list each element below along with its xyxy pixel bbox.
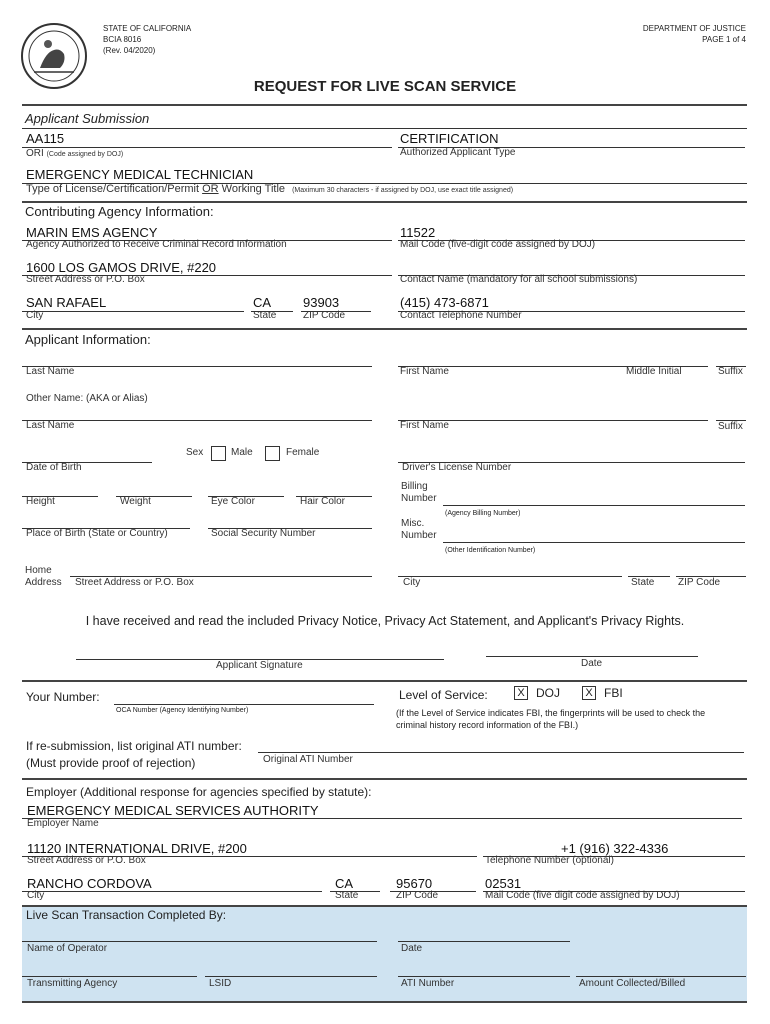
aka-first-name-label: First Name — [400, 420, 449, 431]
home-street-label: Street Address or P.O. Box — [75, 577, 194, 588]
aka-suffix-label: Suffix — [718, 421, 743, 432]
middle-initial-label: Middle Initial — [626, 366, 682, 377]
amount-label: Amount Collected/Billed — [579, 978, 686, 989]
contact-name-label: Contact Name (mandatory for all school submissions) — [400, 274, 638, 285]
employer-name-field[interactable]: EMERGENCY MEDICAL SERVICES AUTHORITY — [27, 803, 319, 818]
hair-color-label: Hair Color — [300, 496, 346, 507]
operator-name-field[interactable] — [22, 941, 377, 942]
mail-code-label: Mail Code (five-digit code assigned by DOJ) — [400, 239, 596, 250]
misc-note: (Other Identification Number) — [445, 547, 536, 554]
lsid-label: LSID — [209, 978, 232, 989]
billing-number-field[interactable] — [443, 505, 745, 506]
transmitting-agency-label: Transmitting Agency — [27, 978, 118, 989]
employer-street-label: Street Address or P.O. Box — [27, 855, 146, 866]
working-title-field[interactable]: EMERGENCY MEDICAL TECHNICIAN — [26, 167, 254, 182]
working-title-note: (Maximum 30 characters - if assigned by DOJ, use exact title assigned) — [292, 187, 514, 194]
doj-label: DOJ — [536, 686, 560, 700]
height-label: Height — [26, 496, 55, 507]
live-scan-date-label: Date — [401, 943, 423, 954]
eye-color-label: Eye Color — [211, 496, 255, 507]
agency-label: Agency Authorized to Receive Criminal Record Information — [26, 239, 287, 250]
fbi-label: FBI — [604, 686, 623, 700]
agency-street-label: Street Address or P.O. Box — [26, 274, 145, 285]
fbi-note-line-1: (If the Level of Service indicates FBI, the fingerprints will be used to check the — [396, 708, 706, 718]
ssn-label: Social Security Number — [211, 528, 316, 539]
contributing-agency-heading: Contributing Agency Information: — [25, 204, 214, 219]
agency-phone-field[interactable]: (415) 473-6871 — [400, 295, 489, 310]
ori-field[interactable]: AA115 — [26, 131, 65, 146]
form-title: REQUEST FOR LIVE SCAN SERVICE — [253, 78, 517, 95]
employer-city-field[interactable]: RANCHO CORDOVA — [27, 876, 152, 891]
home-label-1: Home — [25, 565, 52, 576]
department-name: DEPARTMENT OF JUSTICE — [642, 24, 746, 33]
employer-mail-code-field[interactable]: 02531 — [485, 876, 522, 891]
applicant-info-heading: Applicant Information: — [25, 332, 151, 347]
working-title-label-or: OR — [202, 183, 219, 195]
page-number: PAGE 1 of 4 — [702, 35, 746, 44]
aka-last-name-label: Last Name — [26, 420, 75, 431]
applicant-submission-heading: Applicant Submission — [25, 111, 150, 126]
billing-label-2: Number — [401, 493, 437, 504]
ori-label: ORI — [26, 148, 44, 159]
employer-zip-field[interactable]: 95670 — [396, 876, 433, 891]
original-ati-label: Original ATI Number — [263, 754, 353, 765]
agency-state-field[interactable]: CA — [253, 295, 272, 310]
employer-state-field[interactable]: CA — [335, 876, 354, 891]
agency-phone-label: Contact Telephone Number — [400, 310, 522, 321]
first-name-label: First Name — [400, 366, 449, 377]
applicant-type-field[interactable]: CERTIFICATION — [400, 131, 499, 146]
transmitting-agency-field[interactable] — [22, 976, 197, 977]
male-checkbox[interactable] — [211, 446, 226, 461]
agency-street-field[interactable]: 1600 LOS GAMOS DRIVE, #220 — [26, 260, 217, 275]
other-name-label: Other Name: (AKA or Alias) — [26, 393, 148, 404]
divider — [22, 104, 747, 106]
ati-number-field[interactable] — [398, 976, 570, 977]
home-city-field[interactable] — [398, 576, 622, 577]
home-state-label: State — [631, 577, 655, 588]
agency-zip-label: ZIP Code — [303, 310, 346, 321]
employer-city-label: City — [27, 890, 45, 901]
doj-checkbox[interactable]: X — [514, 686, 528, 700]
home-city-label: City — [403, 577, 421, 588]
female-label: Female — [286, 447, 320, 458]
operator-name-label: Name of Operator — [27, 943, 108, 954]
signature-date-label: Date — [581, 658, 603, 669]
signature-date-field[interactable] — [486, 656, 698, 657]
weight-label: Weight — [120, 496, 151, 507]
form-number: BCIA 8016 — [103, 35, 142, 44]
aka-last-name-field[interactable] — [22, 420, 372, 421]
employer-zip-label: ZIP Code — [396, 890, 439, 901]
home-label-2: Address — [25, 577, 62, 588]
live-scan-date-field[interactable] — [398, 941, 570, 942]
working-title-label-1: Type of License/Certification/Permit — [26, 183, 200, 195]
billing-label-1: Billing — [401, 481, 428, 492]
sex-label: Sex — [186, 447, 204, 458]
place-of-birth-label: Place of Birth (State or Country) — [26, 528, 168, 539]
misc-label-2: Number — [401, 530, 437, 541]
billing-note: (Agency Billing Number) — [445, 510, 521, 517]
misc-number-field[interactable] — [443, 542, 745, 543]
signature-label: Applicant Signature — [216, 660, 303, 671]
oca-number-field[interactable] — [114, 704, 374, 705]
employer-name-label: Employer Name — [27, 818, 99, 829]
mail-code-field[interactable]: 11522 — [400, 225, 436, 240]
drivers-license-label: Driver's License Number — [402, 462, 512, 473]
oca-number-note: OCA Number (Agency Identifying Number) — [116, 707, 249, 714]
suffix-label: Suffix — [718, 366, 743, 377]
dob-label: Date of Birth — [26, 462, 82, 473]
state-name: STATE OF CALIFORNIA — [103, 24, 192, 33]
live-scan-heading: Live Scan Transaction Completed By: — [26, 908, 227, 922]
last-name-field[interactable] — [22, 366, 372, 367]
employer-phone-label: Telephone Number (optional) — [485, 855, 614, 866]
employer-state-label: State — [335, 890, 359, 901]
applicant-type-label: Authorized Applicant Type — [400, 147, 516, 158]
level-of-service-label: Level of Service: — [399, 688, 488, 702]
amount-field[interactable] — [576, 976, 746, 977]
ati-number-label: ATI Number — [401, 978, 455, 989]
misc-label-1: Misc. — [401, 518, 425, 529]
ori-note: (Code assigned by DOJ) — [46, 151, 124, 158]
agency-field[interactable]: MARIN EMS AGENCY — [26, 225, 158, 240]
home-zip-label: ZIP Code — [678, 577, 721, 588]
agency-zip-field[interactable]: 93903 — [303, 295, 340, 310]
last-name-label: Last Name — [26, 366, 75, 377]
agency-state-label: State — [253, 310, 277, 321]
male-label: Male — [231, 447, 253, 458]
original-ati-field[interactable] — [258, 752, 744, 753]
privacy-statement: I have received and read the included Privacy Notice, Privacy Act Statement, and Applicant's Privacy Rights. — [85, 614, 685, 628]
employer-heading: Employer (Additional response for agencies specified by statute): — [26, 785, 372, 799]
working-title-label-2: Working Title — [221, 183, 286, 195]
female-checkbox[interactable] — [265, 446, 280, 461]
employer-phone-field[interactable]: +1 (916) 322-4336 — [561, 841, 669, 856]
agency-city-label: City — [26, 310, 44, 321]
employer-mail-code-label: Mail Code (five digit code assigned by DOJ) — [485, 890, 680, 901]
your-number-label: Your Number: — [26, 690, 100, 704]
lsid-field[interactable] — [205, 976, 377, 977]
fbi-checkbox[interactable]: X — [582, 686, 596, 700]
resubmission-line-2: (Must provide proof of rejection) — [26, 756, 196, 770]
agency-city-field[interactable]: SAN RAFAEL — [26, 295, 107, 310]
form-revision: (Rev. 04/2020) — [103, 46, 156, 55]
employer-street-field[interactable]: 11120 INTERNATIONAL DRIVE, #200 — [27, 841, 247, 856]
fbi-note-line-2: criminal history record information of the FBI.) — [396, 720, 579, 730]
resubmission-line-1: If re-submission, list original ATI number: — [26, 739, 242, 753]
